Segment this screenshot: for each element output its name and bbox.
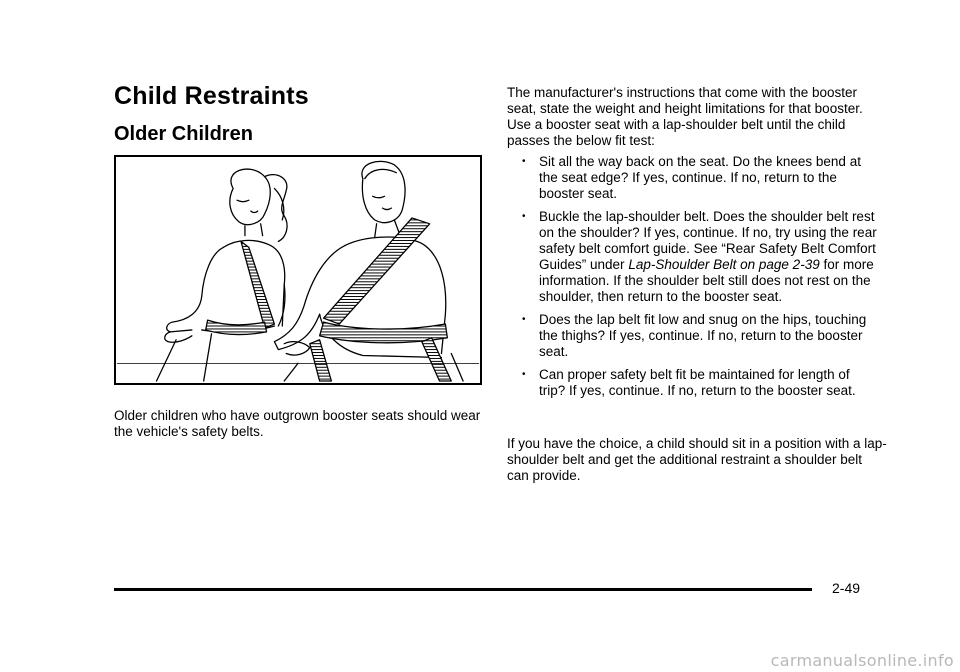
bullet-text: Can proper safety belt fit be maintained for length of trip? If yes, continue. If no, return to the booster seat. bbox=[539, 367, 856, 398]
intro-paragraph: The manufacturer's instructions that come with the booster seat, state the weight and height limitations for that booster. Use a booster seat with a lap-shoulder belt until the child passes the below fit test: bbox=[507, 85, 863, 148]
fit-test-list bbox=[507, 154, 877, 406]
bullet-text: Does the lap belt fit low and snug on the hips, touching the thighs? If yes, continue. If no, return to the booster seat. bbox=[539, 312, 867, 359]
list-item bbox=[507, 209, 877, 305]
bullet-text: for more information. If the shoulder belt still does not rest on the shoulder, then return to the booster seat. bbox=[539, 257, 874, 304]
closing-paragraph: If you have the choice, a child should sit in a position with a lap-shoulder belt and get the additional restraint a shoulder belt can provide. bbox=[507, 436, 887, 483]
watermark: carmanualsonline.info bbox=[770, 651, 954, 670]
bullet-icon: • bbox=[522, 314, 526, 325]
sub-title: Older Children bbox=[114, 123, 253, 145]
page-number: 2-49 bbox=[832, 580, 861, 596]
bullet-icon: • bbox=[522, 369, 526, 380]
bullet-text: Buckle the lap-shoulder belt. Does the shoulder belt rest on the shoulder? If yes, continue. If no, try using the rear safety belt comfort guide. See “Rear Safety Belt Comfort Guides” under bbox=[539, 209, 877, 272]
bullet-icon: • bbox=[522, 211, 526, 222]
footer-rule bbox=[114, 588, 812, 591]
section-title: Child Restraints bbox=[114, 82, 309, 110]
figure-caption: Older children who have outgrown booster seats should wear the vehicle's safety belts. bbox=[114, 408, 481, 439]
seatbelt-drawing bbox=[116, 157, 480, 383]
list-item bbox=[507, 154, 877, 202]
illustration-children-seatbelts bbox=[114, 155, 482, 385]
list-item bbox=[507, 367, 877, 399]
cross-reference-link[interactable]: Lap-Shoulder Belt on page 2-39 bbox=[628, 257, 820, 272]
bullet-icon: • bbox=[522, 156, 526, 167]
bullet-text: Sit all the way back on the seat. Do the knees bend at the seat edge? If yes, continue. If no, return to the booster seat. bbox=[539, 154, 861, 201]
list-item bbox=[507, 312, 877, 360]
